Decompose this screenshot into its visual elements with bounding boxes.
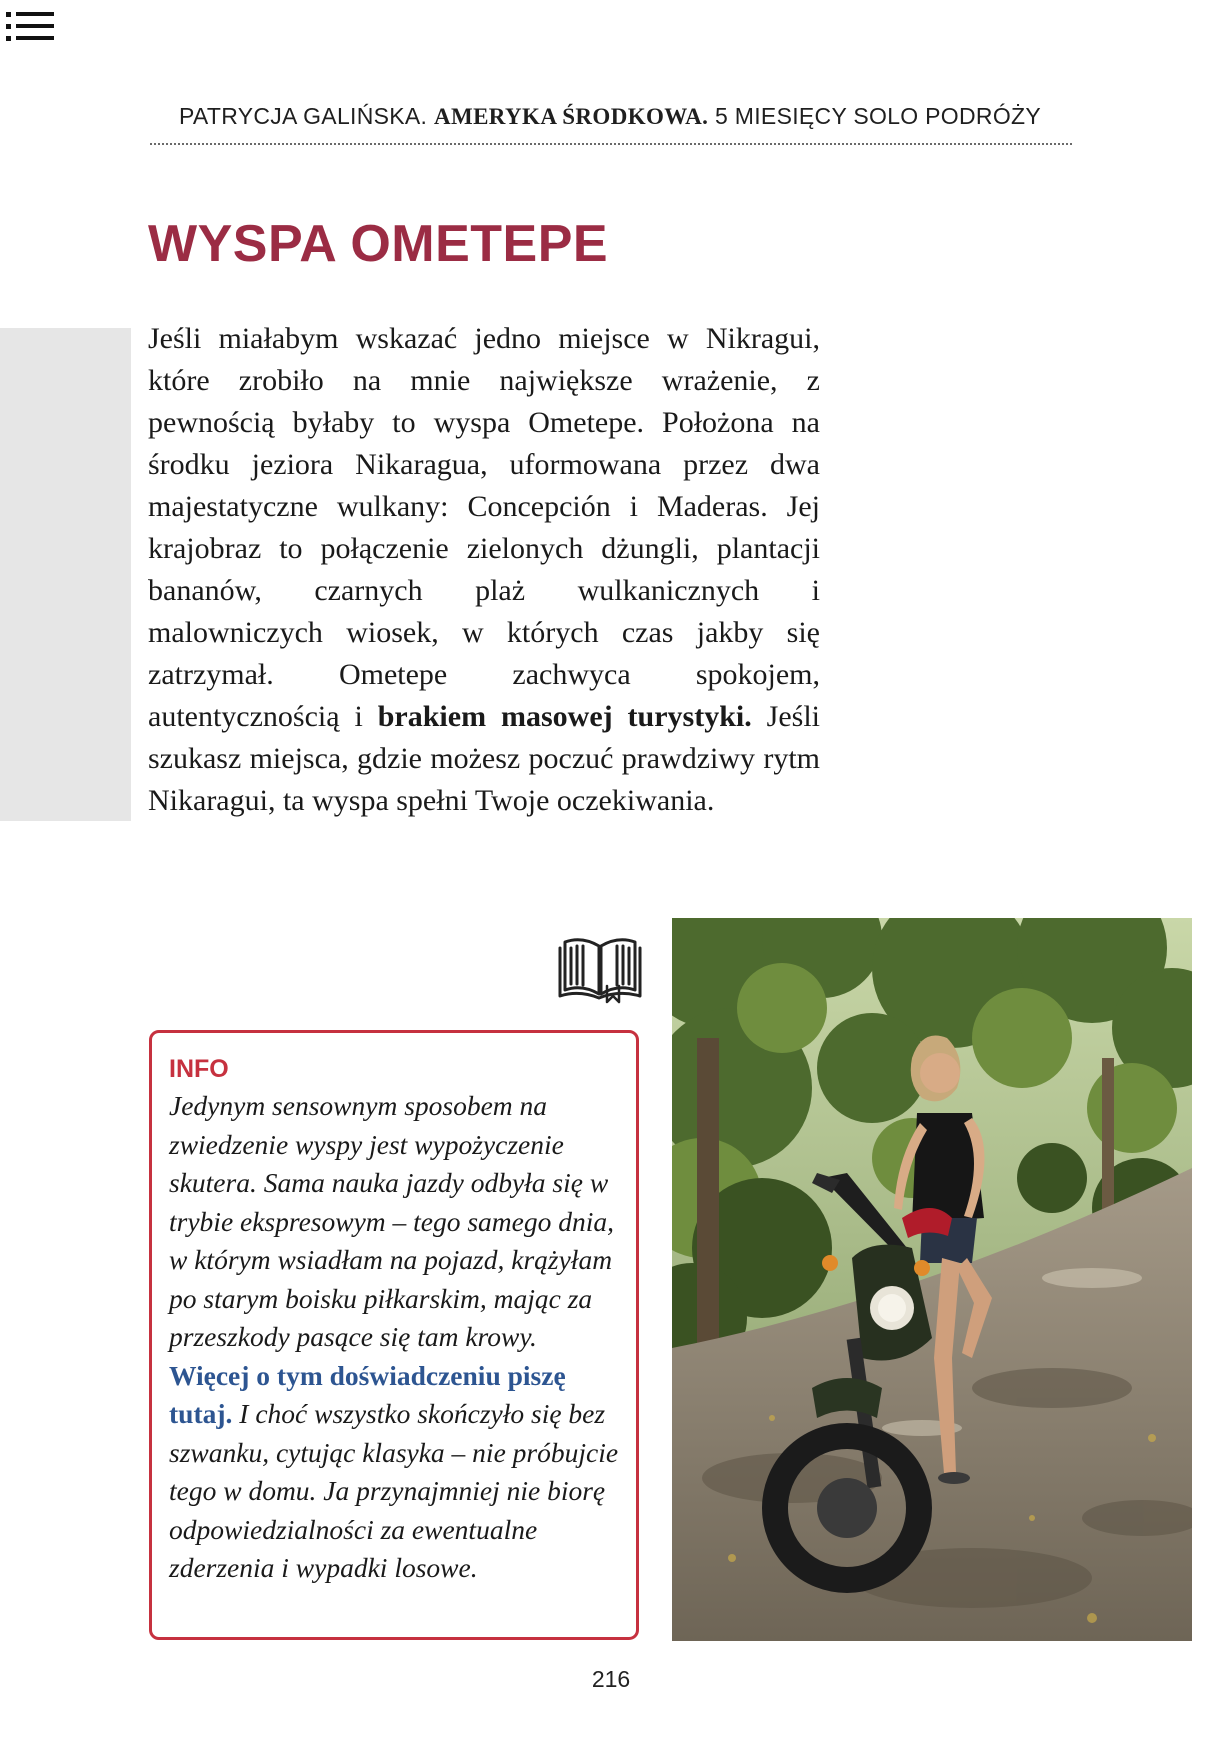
info-text (169, 1087, 620, 1588)
experience-link[interactable]: Więcej o tym doświadczeniu piszę tutaj. (169, 1359, 566, 1429)
list-menu-icon (4, 8, 56, 46)
info-text-2: I choć wszystko skończyło się bez szwanku, cytując klasyka – nie próbujcie tego w domu. Ja przynajmniej nie biorę odpowiedzialności za ewentualne zderzenia i wypadki losowe. (169, 1398, 619, 1583)
running-head-book: AMERYKA ŚRODKOWA. (433, 104, 709, 129)
woman-with-scooter-photo (672, 918, 1192, 1641)
running-head (150, 103, 1070, 130)
intro-text-1: Jeśli miałabym wskazać jedno miejsce w Nikragui, które zrobiło na mnie największe wrażenie, z pewnością byłaby to wyspa Ometepe. Położona na środku jeziora Nikaragua, uformowana przez dwa majestatyczne wulkany: Concepción i Maderas. Jej krajobraz to połączenie zielonych dżungli, plantacji bananów, czarnych plaż wulkanicznych i malowniczych wiosek, w których czas jakby się zatrzymał. Ometepe zachwyca spokojem, autentycznością i (148, 322, 820, 733)
open-book-icon (557, 928, 643, 1004)
menu-button[interactable] (4, 8, 56, 46)
running-head-author: PATRYCJA GALIŃSKA. (178, 103, 428, 129)
running-head-divider (150, 143, 1072, 145)
info-title: INFO (169, 1055, 229, 1083)
side-accent-bar (0, 328, 131, 821)
info-text-1: Jedynym sensownym sposobem na zwiedzenie wyspy jest wypożyczenie skutera. Sama nauka jazdy odbyła się w trybie ekspresowym – tego samego dnia, w którym wsiadłam na pojazd, krążyłam po starym boisku piłkarskim, mając za przeszkody pasące się tam krowy. (169, 1090, 615, 1352)
intro-paragraph (148, 318, 820, 822)
info-box (149, 1030, 639, 1640)
page-number: 216 (591, 1666, 631, 1692)
running-head-subtitle: 5 MIESIĘCY SOLO PODRÓŻY (715, 103, 1042, 129)
intro-text-2: Jeśli szukasz miejsca, gdzie możesz poczuć prawdziwy rytm Nikaragui, ta wyspa spełni Twoje oczekiwania. (148, 700, 820, 817)
intro-bold-text: brakiem masowej turystyki. (377, 700, 752, 733)
chapter-title: WYSPA OMETEPE (148, 215, 609, 273)
